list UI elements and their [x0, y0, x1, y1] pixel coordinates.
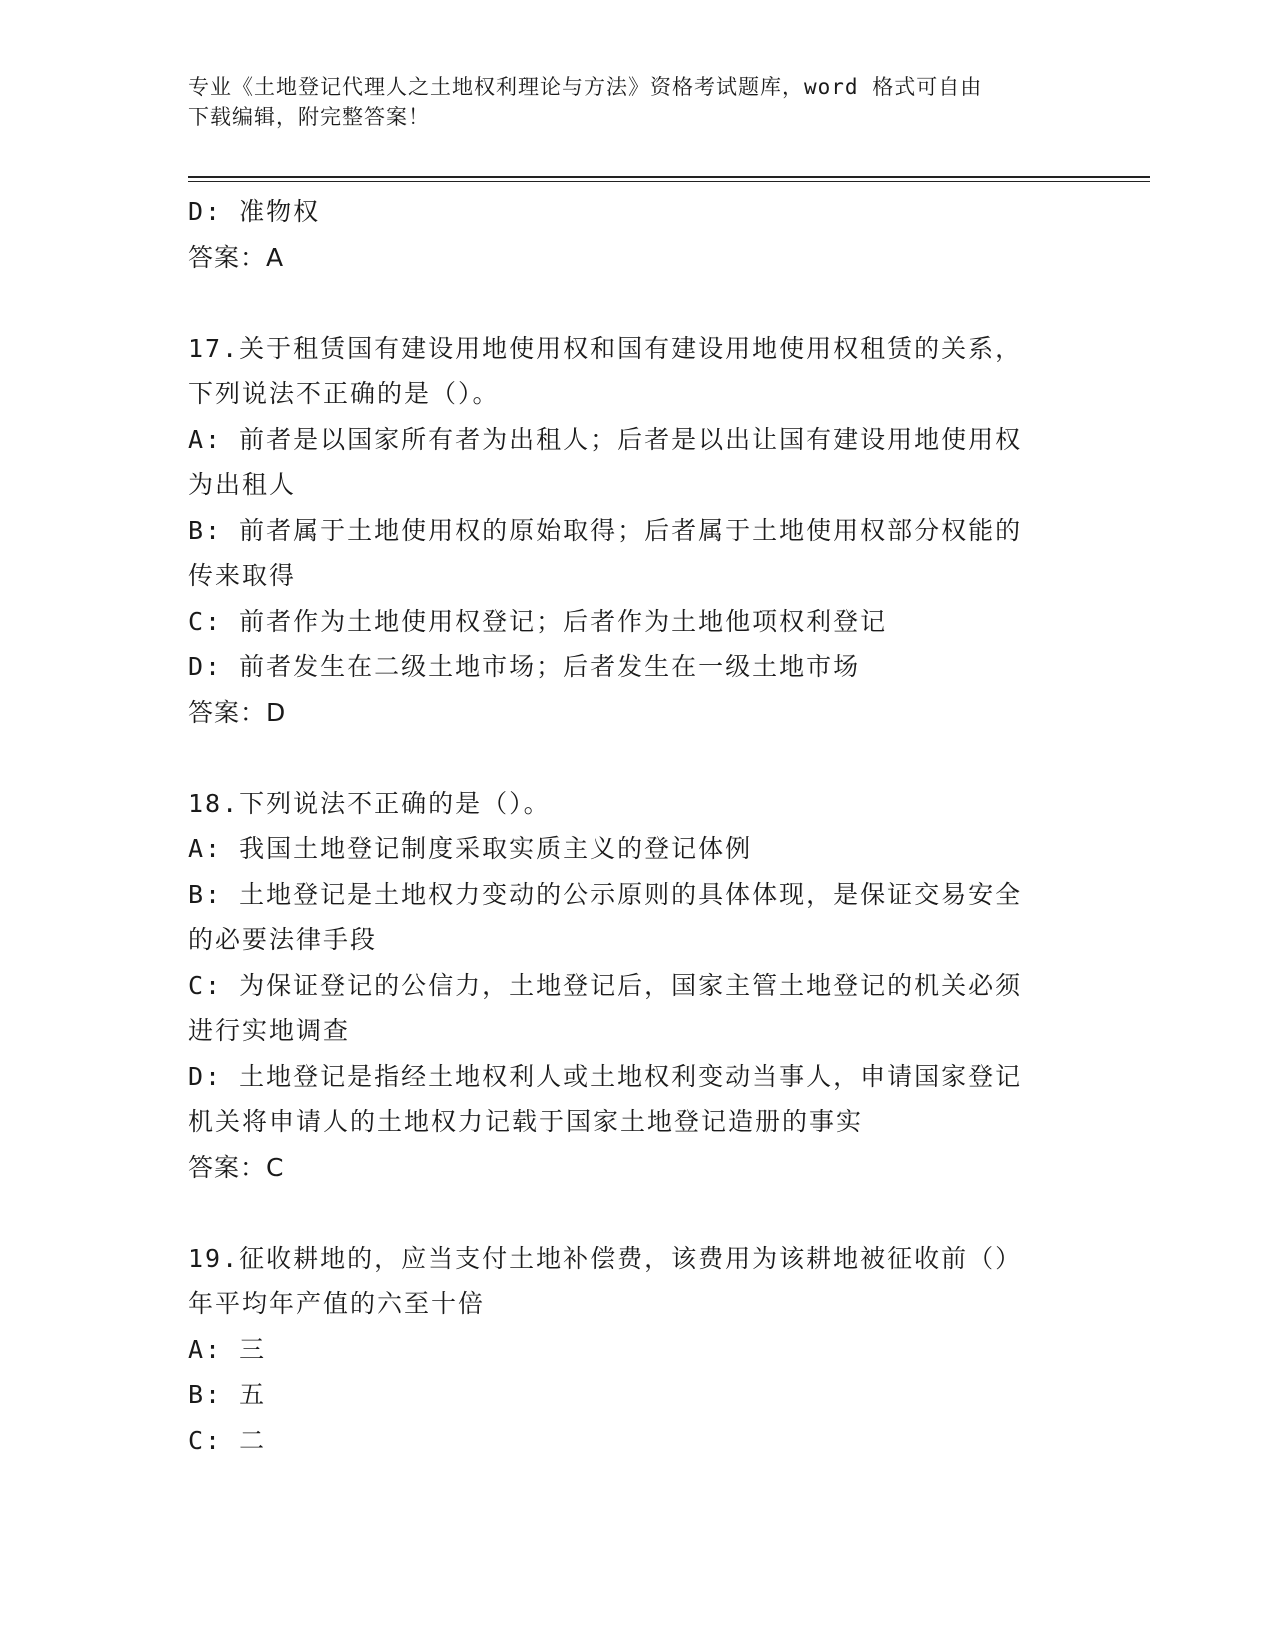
question-stem: 18.下列说法不正确的是（）。 — [188, 788, 551, 818]
document-body — [188, 189, 1088, 1463]
spacer — [188, 280, 1088, 326]
option-a: A: 前者是以国家所有者为出租人；后者是以出让国有建设用地使用权 — [188, 424, 1023, 454]
answer-line: 答案：D — [188, 697, 287, 727]
option-d: D: 前者发生在二级土地市场；后者发生在一级土地市场 — [188, 652, 861, 681]
answer-line: 答案：C — [188, 1152, 285, 1182]
document-header — [188, 72, 1078, 132]
question-stem-cont: 年平均年产值的六至十倍 — [188, 1289, 486, 1318]
header-line-1: 专业《土地登记代理人之土地权利理论与方法》资格考试题库，word 格式可自由 — [188, 75, 983, 99]
option-d-cont: 机关将申请人的土地权力记载于国家土地登记造册的事实 — [188, 1107, 864, 1136]
question-16-continued — [188, 189, 1088, 280]
option-c: C: 为保证登记的公信力，土地登记后，国家主管土地登记的机关必须 — [188, 970, 1023, 1000]
option-a: A: 三 — [188, 1334, 267, 1364]
option-a-cont: 为出租人 — [188, 470, 297, 499]
header-divider-thin — [188, 181, 1150, 182]
option-c-cont: 进行实地调查 — [188, 1016, 351, 1045]
question-stem: 17.关于租赁国有建设用地使用权和国有建设用地使用权租赁的关系， — [188, 333, 1023, 363]
spacer — [188, 1190, 1088, 1236]
question-18 — [188, 781, 1088, 1191]
answer-line: 答案：A — [188, 242, 285, 272]
option-d: D: 土地登记是指经土地权利人或土地权利变动当事人，申请国家登记 — [188, 1061, 1023, 1091]
header-line-2: 下载编辑，附完整答案！ — [188, 105, 430, 129]
question-17 — [188, 326, 1088, 736]
header-divider-thick — [188, 176, 1150, 178]
option-b: B: 土地登记是土地权力变动的公示原则的具体体现，是保证交易安全 — [188, 879, 1023, 909]
question-19 — [188, 1236, 1088, 1464]
option-c: C: 二 — [188, 1425, 267, 1455]
spacer — [188, 735, 1088, 781]
option-c: C: 前者作为土地使用权登记；后者作为土地他项权利登记 — [188, 606, 888, 636]
option-b-cont: 的必要法律手段 — [188, 925, 378, 954]
option-d: D: 准物权 — [188, 197, 321, 226]
question-stem-cont: 下列说法不正确的是（）。 — [188, 379, 500, 408]
option-a: A: 我国土地登记制度采取实质主义的登记体例 — [188, 834, 753, 863]
option-b: B: 五 — [188, 1380, 267, 1409]
question-stem: 19.征收耕地的，应当支付土地补偿费，该费用为该耕地被征收前（） — [188, 1243, 1023, 1273]
option-b: B: 前者属于土地使用权的原始取得；后者属于土地使用权部分权能的 — [188, 515, 1023, 545]
option-b-cont: 传来取得 — [188, 561, 297, 590]
